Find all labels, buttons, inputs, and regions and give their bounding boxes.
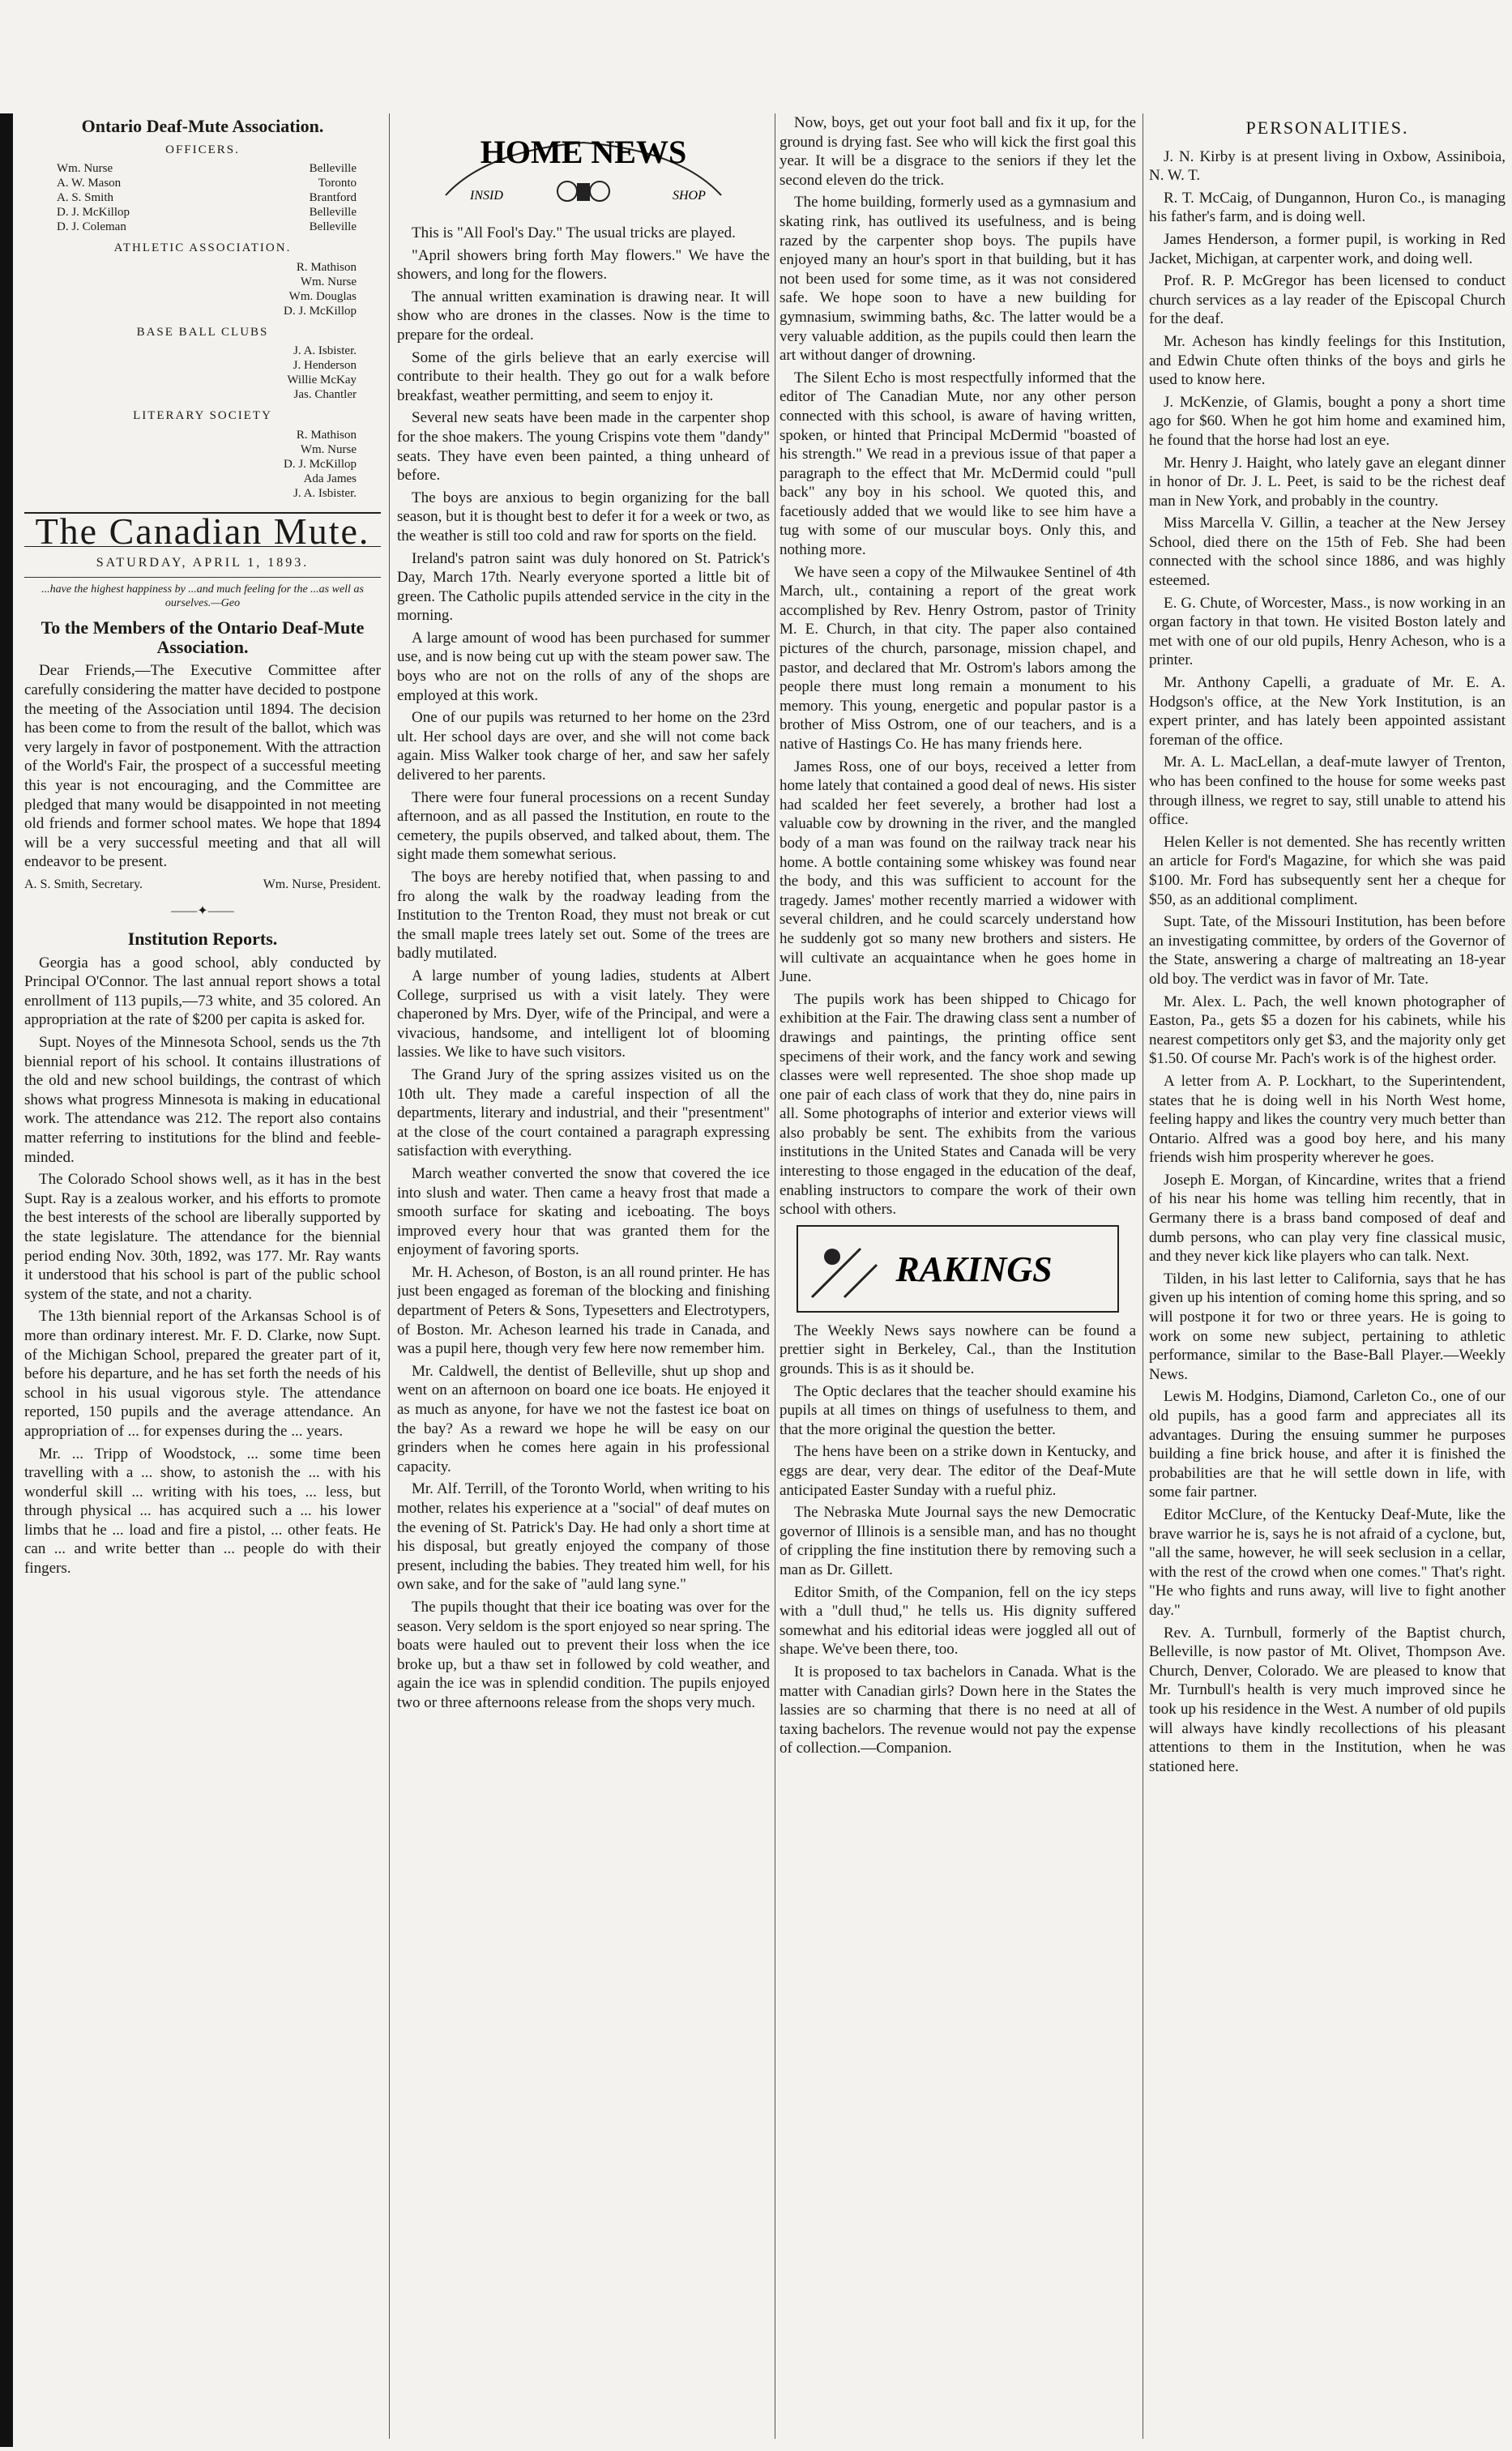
signature-right: Wm. Nurse, President.	[263, 877, 381, 891]
paragraph: Tilden, in his last letter to California, says that he has given up his intention of coming home this spring, and so will postpone it for two or three years. He is going to work on some new subject, pertaining to athletic performance, similar to the Base-Ball Player.—Weekly News.	[1149, 1270, 1506, 1383]
officer-place: Wm. Douglas	[288, 289, 357, 303]
officer-name: Wm. Nurse	[57, 162, 113, 176]
notice-signature	[24, 875, 381, 895]
officer-row	[24, 205, 381, 220]
officer-row	[24, 176, 381, 190]
masthead-date: SATURDAY, APRIL 1, 1893.	[24, 553, 381, 579]
paragraph: Mr. A. L. MacLellan, a deaf-mute lawyer of Trenton, who has been confined to the house for some weeks past through illness, we regret to say, still unable to attend his office.	[1149, 754, 1506, 829]
paragraph: James Ross, one of our boys, received a letter from home lately that contained a good deal of news. His sister had scalded her feet severely, a brother had lost a valuable cow by drowning in the river, and the mangled body of a man was found on the railway track near his home. A bottle containing some whiskey was found near the body, and this was sufficient to account for the tragedy. James' mother recently married a widower with several children, and he could scarcely understand how he suddenly got so many new brothers and sisters. He will cultivate an acquaintance when he goes home in June.	[779, 758, 1136, 986]
paragraph: Mr. Henry J. Haight, who lately gave an elegant dinner in honor of Dr. J. L. Peet, is said to be the richest deaf man in New York, and probably in the country.	[1149, 454, 1506, 510]
paragraph: The boys are hereby notified that, when passing to and fro along the walk by the roadway leading from the Institution to the Trenton Road, they must not break or cut the small maple trees lately set out. Some of the trees are badly mutilated.	[397, 869, 770, 963]
rake-icon	[812, 1249, 877, 1297]
association-title: Ontario Deaf-Mute Association.	[81, 116, 324, 136]
officer-place: D. J. McKillop	[284, 304, 357, 318]
officer-place: Willie McKay	[287, 374, 357, 387]
paragraph: Rev. A. Turnbull, formerly of the Baptist church, Belleville, is now pastor of Mt. Olivet, Thompson Ave. Church, Denver, Colorado. We are pleased to know that Mr. Turnbull's health is very much improved since he took up his residence in the West. A number of old pupils will always have kindly recollections of his pleasant attentions to them in the Institution, when he was stationed here.	[1149, 1624, 1506, 1775]
paragraph: The 13th biennial report of the Arkansas School is of more than ordinary interest. Mr. F. D. Clarke, now Supt. of the Michigan School, prepared the greater part of it, before his departure, and he has set forth the needs of his school in his usual vigorous style. The attendance reported, 150 pupils and the average attendance. An appropriation of ... for expenses during the ... years.	[24, 1308, 381, 1440]
officer-place: J. A. Isbister.	[293, 486, 357, 500]
paragraph: J. McKenzie, of Glamis, bought a pony a short time ago for $60. When he got him home and examined him, he found that the horse had lost an eye.	[1149, 393, 1506, 449]
paragraph: Several new seats have been made in the carpenter shop for the shoe makers. The young Crispins vote them "dandy" seats. They have even been painted, a thing unheard of before.	[397, 409, 770, 485]
officer-place: Ada James	[303, 472, 357, 485]
paragraph: Mr. H. Acheson, of Boston, is an all round printer. He has just been engaged as foreman of the blocking and finishing department of Peters & Sons, Typesetters and Electrotypers, of Boston. Mr. Acheson learned his trade in Canada, and was a pupil here, though very few here now remember him.	[397, 1263, 770, 1358]
banner-house-icon	[577, 183, 590, 201]
paragraph: Mr. Acheson has kindly feelings for this Institution, and Edwin Chute often thinks of the boys and girls he used to know here.	[1149, 332, 1506, 389]
officer-place: Belleville	[309, 206, 357, 220]
paragraph: The home building, formerly used as a gymnasium and skating rink, has outlived its usefulness, and is being razed by the carpenter shop boys. The pupils have enjoyed many an hour's sport in that building, but it has not been used for some time, as it was not considered safe. We hope soon to have a new building for gymnasium, swimming baths, &c. The latter would be a very valuable addition, as the pupils could then learn the art without danger of drowning.	[779, 194, 1136, 365]
banner-right-tag: SHOP	[673, 189, 706, 203]
paragraph: "April showers bring forth May flowers." We have the showers, and long for the flowers.	[397, 246, 770, 284]
officer-place: J. Henderson	[293, 359, 357, 373]
paragraph: The Grand Jury of the spring assizes visited us on the 10th ult. They made a careful inspection of all the departments, literary and industrial, and their "presentment" at the close of the court contained a paragraph expressing satisfaction with everything.	[397, 1065, 770, 1160]
paragraph: Supt. Noyes of the Minnesota School, sends us the 7th biennial report of his school. It contains illustrations of the old and new school buildings, the contrast of which shows what progress Minnesota is making in educational work. The attendance was 212. The report also contains matter referring to institutions for the blind and feeble-minded.	[24, 1034, 381, 1166]
reports-body	[24, 954, 381, 1578]
paragraph: A large amount of wood has been purchased for summer use, and is now being cut up with the steam power saw. The boys who are not on the rolls of any of the shops are employed at this work.	[397, 629, 770, 704]
paragraph: One of our pupils was returned to her home on the 23rd ult. Her school days are over, and she will not come back again. Miss Walker took charge of her, and saw her safely delivered to her parents.	[397, 709, 770, 784]
officer-row	[24, 428, 381, 442]
banner-ornament-icon	[590, 181, 609, 201]
officer-place: R. Mathison	[296, 260, 357, 274]
column-rule	[389, 113, 390, 2439]
rakings-title: RAKINGS	[895, 1249, 1053, 1289]
column-3	[779, 113, 1136, 2439]
column-4	[1149, 113, 1506, 2439]
paragraph: Helen Keller is not demented. She has recently written an article for Ford's Magazine, for which she was paid $100. Mr. Ford has subsequently sent her a cheque for $50, as an additional compliment.	[1149, 833, 1506, 908]
paragraph: The Silent Echo is most respectfully informed that the editor of The Canadian Mute, nor any other person connected with this school, is aware of having written, spoken, or hinted that Principal McDermid "boasted of his strength." We read in a previous issue of that paper a paragraph to the effect that Mr. McDermid could "pull back" any boy in his school. We quoted this, and facetiously added that we would like to see him have a tug with some of our muscular boys. Only this, and nothing more.	[779, 369, 1136, 559]
officer-place: Jas. Chantler	[293, 388, 357, 402]
paragraph: The hens have been on a strike down in Kentucky, and eggs are dear, very dear. The editor of the Deaf-Mute anticipated Easter Sunday with a rueful phiz.	[779, 1443, 1136, 1499]
officer-place: J. A. Isbister.	[293, 344, 357, 358]
masthead-title: The Canadian Mute.	[24, 512, 381, 547]
officer-list	[24, 428, 381, 501]
officer-row	[24, 457, 381, 472]
rakings-body	[779, 1322, 1136, 1758]
paragraph: E. G. Chute, of Worcester, Mass., is now working in an organ factory in that town. He visited Boston lately and met with one of our old pupils, Henry Acheson, who is a printer.	[1149, 594, 1506, 669]
paragraph: It is proposed to tax bachelors in Canada. What is the matter with Canadian girls? Down here in the States the lassies are so charming that there is no need at all of taxing bachelors. The revenue would not pay the expense of collection.—Companion.	[779, 1663, 1136, 1757]
officer-name: A. S. Smith	[57, 191, 114, 205]
separator: ——✦——	[171, 904, 234, 919]
paragraph: Miss Marcella V. Gillin, a teacher at the New Jersey School, died there on the 15th of Feb. She had been connected with the school since 1886, and was highly esteemed.	[1149, 515, 1506, 590]
officer-row	[24, 344, 381, 358]
section-heading: BASE BALL CLUBS	[136, 325, 269, 339]
officer-row	[24, 486, 381, 501]
officer-row	[24, 442, 381, 457]
paragraph: Lewis M. Hodgins, Diamond, Carleton Co., one of our old pupils, has a good farm and appreciates all its advantages. During the ensuing summer he purposes building a fine brick house, and after it is finished the probabilities are that he will settle down in life, with some fair partner.	[1149, 1388, 1506, 1501]
officer-row	[24, 373, 381, 387]
officer-row	[24, 387, 381, 402]
paragraph: The Colorado School shows well, as it has in the best Supt. Ray is a zealous worker, and his efforts to promote the best interests of the school are liberally supported by the state legislature. The attendance for the biennial period ending Nov. 30th, 1892, was 177. Mr. Ray wants it understood that his school is part of the public school system of the state, and not a charity.	[24, 1171, 381, 1303]
paragraph: Editor Smith, of the Companion, fell on the icy steps with a "dull thud," he tells us. His dignity suffered somewhat and his editorial ideas were joggled all out of shape. We've been there, too.	[779, 1583, 1136, 1659]
officer-row	[24, 304, 381, 318]
officer-row	[24, 260, 381, 275]
paragraph: Now, boys, get out your foot ball and fix it up, for the ground is drying fast. See who will kick the first goal this year. It will be a disgrace to the seniors if they let the second eleven do the trick.	[779, 114, 1136, 189]
officer-place: Brantford	[309, 191, 357, 205]
officer-row	[24, 220, 381, 234]
paragraph: R. T. McCaig, of Dungannon, Huron Co., is managing his father's farm, and is doing well.	[1149, 189, 1506, 226]
officer-name: D. J. McKillop	[57, 206, 130, 220]
paragraph: Dear Friends,—The Executive Committee after carefully considering the matter have decided to postpone the meeting of the Association until 1894. The decision has been come to from the result of the ballot, which was very largely in favor of postponement. With the attraction of the World's Fair, the prospect of a successful meeting this year is not encouraging, and the Committee are pledged that many would be disappointed in not meeting old friends and former school mates. We hope that 1894 will be a very successful meeting and that all will endeavor to be present.	[24, 662, 381, 871]
paragraph: Mr. ... Tripp of Woodstock, ... some time been travelling with a ... show, to astonish the ... with his wonderful skill ... writing with his toes, ... less, but through physical ... has acquired such a ... his lower limbs that he ... load and fire a pistol, ... other feats. He can ... and write better than ... people do with their fingers.	[24, 1445, 381, 1578]
association-officers	[24, 141, 381, 501]
paragraph: A large number of young ladies, students at Albert College, surprised us with a visit lately. They were chaperoned by Mrs. Dyer, wife of the Principal, and were a vivacious, handsome, and intelligent lot of blooming lassies. We like to have such visitors.	[397, 967, 770, 1061]
officer-row	[24, 358, 381, 373]
paragraph: Ireland's patron saint was duly honored on St. Patrick's Day, March 17th. Nearly everyone sported a little bit of green. The Catholic pupils attended service in the city in the morning.	[397, 549, 770, 625]
paragraph: The pupils thought that their ice boating was over for the season. Very seldom is the sport enjoyed so near spring. The boats were hauled out to prevent their loss when the ice broke up, but a thaw set in followed by cold weather, and again the ice was in splendid condition. The pupils enjoyed two or three afternoons release from the shops very much.	[397, 1598, 770, 1711]
paragraph: Mr. Alf. Terrill, of the Toronto World, when writing to his mother, relates his experience at a "social" of deaf mutes on the evening of St. Patrick's Day. He had only a short time at his disposal, but greatly enjoyed the company of those present, including the babies. They treated him well, for his own sake, and for the sake of "auld lang syne."	[397, 1480, 770, 1594]
notice-body	[24, 661, 381, 872]
paragraph: A letter from A. P. Lockhart, to the Superintendent, states that he is doing well in his North West home, feeling happy and likes the country very much better than Ontario. Alfred was a good boy here, and his many friends wish him prosperity wherever he goes.	[1149, 1072, 1506, 1167]
paragraph: Joseph E. Morgan, of Kincardine, writes that a friend of his near his home was telling him recently, that in Germany there is a brass band composed of deaf and dumb persons, who can play very fine classical music, and they never kick like players who can talk. Next.	[1149, 1171, 1506, 1266]
officer-list	[24, 161, 381, 234]
banner-left-tag: INSID	[470, 189, 503, 203]
paragraph: Georgia has a good school, ably conducted by Principal O'Connor. The last annual report shows a total enrollment of 113 pupils,—73 white, and 35 colored. An appropriation at the rate of $200 per capita is asked for.	[24, 954, 381, 1029]
section-heading: LITERARY SOCIETY	[133, 409, 272, 423]
rakings-banner	[796, 1224, 1120, 1313]
officer-name: D. J. Coleman	[57, 220, 126, 234]
officer-row	[24, 289, 381, 304]
paragraph: We have seen a copy of the Milwaukee Sentinel of 4th March, ult., containing a report of the great work accomplished by Rev. Henry Ostrom, pastor of Trinity M. E. Church, in that city. The paper also contained pictures of the church, parsonage, mission chapel, and pastor, and declared that Mr. Ostrom's labors among the people there must long remain a monument to his memory. This young, energetic and popular pastor is a brother of Miss Ostrom, one of our teachers, and is a native of Hastings Co. He has many friends here.	[779, 563, 1136, 753]
paragraph: Supt. Tate, of the Missouri Institution, has been before an investigating committee, by orders of the Governor of the State, answering a charge of maltreating an 18-year old boy. The verdict was in favor of Mr. Tate.	[1149, 913, 1506, 988]
officer-row	[24, 190, 381, 205]
officer-row	[24, 161, 381, 176]
officer-place: Toronto	[318, 177, 357, 190]
paragraph: Prof. R. P. McGregor has been licensed to conduct church services as a lay reader of the Episcopal Church for the deaf.	[1149, 272, 1506, 328]
paragraph: The annual written examination is drawing near. It will show who are drones in the classes. Now is the time to prepare for the ordeal.	[397, 288, 770, 344]
news-continued-body	[779, 113, 1136, 1219]
paragraph: The boys are anxious to begin organizing for the ball season, but it is thought best to defer it for a week or two, as the weather is still too cold and raw for sports on the field.	[397, 489, 770, 544]
paragraph: Some of the girls believe that an early exercise will contribute to their health. They go out for a walk before breakfast, weather permitting, and seem to enjoy it.	[397, 348, 770, 404]
personalities-body	[1149, 147, 1506, 1777]
section-heading: OFFICERS.	[165, 143, 240, 156]
officer-list	[24, 260, 381, 318]
officer-row	[24, 472, 381, 486]
figure-icon	[824, 1249, 840, 1265]
signature-left: A. S. Smith, Secretary.	[24, 877, 143, 891]
officer-list	[24, 344, 381, 402]
masthead-motto: ...have the highest happiness by ...and much feeling for the ...as well as ourselves.—Geo	[41, 583, 364, 610]
paragraph: The pupils work has been shipped to Chicago for exhibition at the Fair. The drawing class sent a number of drawings and paintings, the printing office sent specimens of their work, and the fancy work and sewing classes were well represented. The shoe shop made up one pair of each class of work that they do, nine pairs in all. Some photographs of interior and exterior views will also probably be sent. The exhibits from the various institutions in the United States and Canada will be very interesting to those engaged in the education of the deaf, enabling instructors to compare the work of their own school with others.	[779, 990, 1136, 1219]
paragraph: Mr. Alex. L. Pach, the well known photographer of Easton, Pa., gets $5 a dozen for his cabinets, while his nearest competitors only get $3, and the majority only get $1.50. Of course Mr. Pach's work is of the highest order.	[1149, 993, 1506, 1068]
paragraph: Mr. Caldwell, the dentist of Belleville, shut up shop and went on an afternoon on board one ice boats. He enjoyed it as much as anyone, for have we not the fastest ice boat on the bay? As a reward we hope he will be easy on our grinders when he comes here again in his professional capacity.	[397, 1362, 770, 1475]
paragraph: The Optic declares that the teacher should examine his pupils at all times on things of usefulness to them, and that the more original the question the better.	[779, 1382, 1136, 1438]
home-news-body	[397, 224, 770, 1713]
officer-place: Belleville	[309, 162, 357, 176]
section-heading: ATHLETIC ASSOCIATION.	[113, 241, 292, 255]
notice-title: To the Members of the Ontario Deaf-Mute Association.	[41, 617, 365, 657]
left-binding-bar	[0, 113, 13, 2447]
banner-title: HOME NEWS	[480, 134, 687, 170]
paragraph: The Weekly News says nowhere can be found a prettier sight in Berkeley, Cal., than the Institution grounds. This is as it should be.	[779, 1322, 1136, 1378]
paragraph: March weather converted the snow that covered the ice into slush and water. Then came a heavy frost that made a smooth surface for skating and iceboating. The boys improved every hour that was granted them for the enjoyment of favoring sports.	[397, 1164, 770, 1259]
officer-place: Wm. Nurse	[300, 442, 357, 456]
officer-name: A. W. Mason	[57, 177, 122, 190]
home-news-banner	[438, 118, 729, 216]
paragraph: James Henderson, a former pupil, is working in Red Jacket, Michigan, at carpenter work, and doing well.	[1149, 230, 1506, 267]
reports-title: Institution Reports.	[127, 929, 278, 950]
officer-place: Belleville	[309, 220, 357, 234]
paragraph: The Nebraska Mute Journal says the new Democratic governor of Illinois is a sensible man, and has no thought of crippling the fine institution there by removing such a man as Dr. Gillett.	[779, 1504, 1136, 1578]
personalities-title: PERSONALITIES.	[1245, 117, 1409, 138]
officer-place: R. Mathison	[296, 428, 357, 442]
officer-place: Wm. Nurse	[300, 275, 357, 288]
paragraph: There were four funeral processions on a recent Sunday afternoon, and as all passed the Institution, en route to the cemetery, the pupils observed, and talked about, them. The sight made them somewhat serious.	[397, 788, 770, 864]
officer-place: D. J. McKillop	[284, 457, 357, 471]
column-2	[397, 113, 770, 2439]
column-1	[24, 113, 381, 2439]
paragraph: Mr. Anthony Capelli, a graduate of Mr. E. A. Hodgson's office, at the New York Institution, is an expert printer, and has lately been appointed assistant foreman of the office.	[1149, 674, 1506, 749]
officer-row	[24, 275, 381, 289]
paragraph: This is "All Fool's Day." The usual tricks are played.	[412, 224, 736, 241]
paragraph: J. N. Kirby is at present living in Oxbow, Assiniboia, N. W. T.	[1149, 147, 1506, 185]
paragraph: Editor McClure, of the Kentucky Deaf-Mute, like the brave warrior he is, says he is not afraid of a cyclone, but, "all the same, however, he will seek seclusion in a cellar, with the rest of the crowd when one comes." That's right. "He who fights and runs away, will live to fight another day."	[1149, 1505, 1506, 1619]
banner-ornament-icon	[557, 181, 577, 201]
